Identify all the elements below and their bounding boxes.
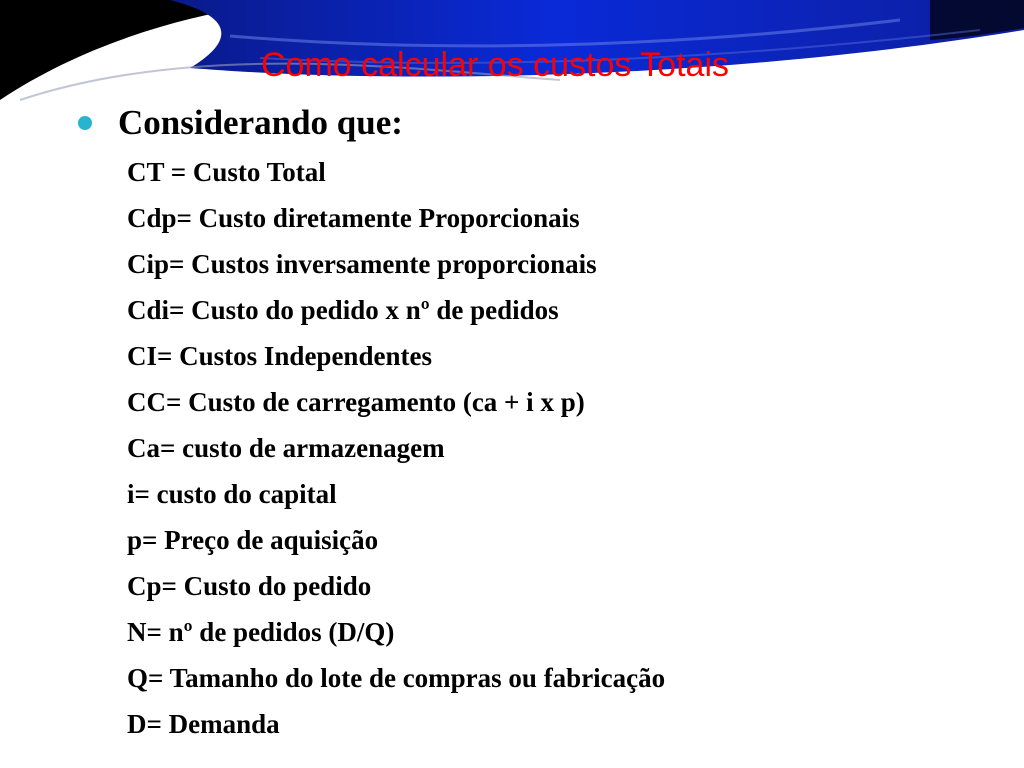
definition-item: Cp= Custo do pedido (127, 571, 372, 601)
definition-item: CT = Custo Total (127, 157, 326, 187)
definition-item: i= custo do capital (127, 479, 337, 509)
definition-item: Cdp= Custo diretamente Proporcionais (127, 203, 580, 233)
definition-item: N= nº de pedidos (D/Q) (127, 617, 395, 647)
definition-item: Cdi= Custo do pedido x nº de pedidos (127, 295, 559, 325)
definition-item: CI= Custos Independentes (127, 341, 432, 371)
definition-item: D= Demanda (127, 709, 280, 739)
definition-item: Ca= custo de armazenagem (127, 433, 445, 463)
definition-item: Q= Tamanho do lote de compras ou fabricação (127, 663, 666, 693)
definition-item: p= Preço de aquisição (127, 525, 379, 555)
definition-item: Cip= Custos inversamente proporcionais (127, 249, 597, 279)
slide-title: Como calcular os custos Totais (260, 46, 729, 84)
definitions-list (127, 151, 665, 749)
main-bullet (78, 100, 403, 146)
definition-item: CC= Custo de carregamento (ca + i x p) (127, 387, 585, 417)
bullet-dot-icon (78, 116, 92, 130)
bullet-text: Considerando que: (118, 103, 403, 142)
